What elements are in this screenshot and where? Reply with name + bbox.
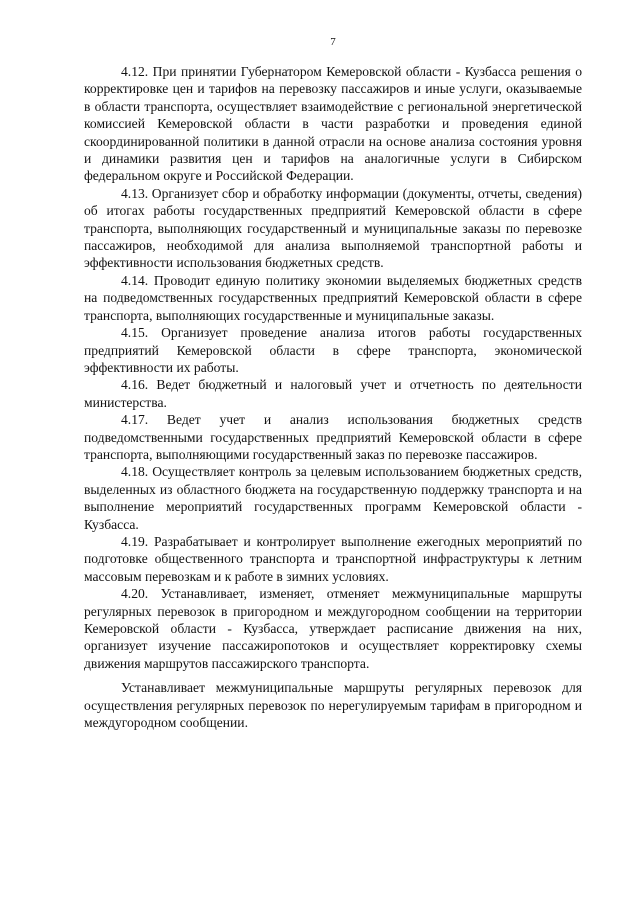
paragraph-4-20: 4.20. Устанавливает, изменяет, отменяет межмуниципальные маршруты регулярных перевозок в пригородном и междугородном сообщении на территории Кемеровской области - Кузбасса, утверждает расписание движения на них, организует изучение пассажиропотоков и осуществляет корректировку схемы движения маршрутов пассажирского транспорта. — [84, 586, 582, 671]
paragraph-4-15: 4.15. Организует проведение анализа итогов работы государственных предприятий Кемеровской области в сфере транспорта, экономической эффективности их работы. — [84, 325, 582, 375]
paragraph-routes: Устанавливает межмуниципальные маршруты регулярных перевозок для осуществления регулярных перевозок по нерегулируемым тарифам в пригородном и междугородном сообщении. — [84, 680, 582, 731]
paragraph-4-17: 4.17. Ведет учет и анализ использования бюджетных средств подведомственными государственных предприятий Кемеровской области в сфере транспорта, выполняющими государственный заказ по перевозке пассажиров. — [84, 412, 582, 462]
paragraph-4-19: 4.19. Разрабатывает и контролирует выполнение ежегодных мероприятий по подготовке общественного транспорта и транспортной инфраструктуры к летним массовым перевозкам и к работе в зимних условиях. — [84, 533, 582, 584]
page-number: 7 — [330, 36, 336, 48]
paragraph-4-18: 4.18. Осуществляет контроль за целевым использованием бюджетных средств, выделенных из областного бюджета на государственную поддержку транспорта и на выполнение мероприятий государственных программ Кемеровской области - Кузбасса. — [84, 464, 582, 532]
paragraph-4-13: 4.13. Организует сбор и обработку информации (документы, отчеты, сведения) об итогах работы государственных предприятий Кемеровской области в сфере транспорта, выполняющих государственный и муниципальные заказы по перевозке пассажиров, необходимой для анализа выполняемой транспортной работы и эффективности использования бюджетных средств. — [84, 185, 582, 271]
paragraph-4-16: 4.16. Ведет бюджетный и налоговый учет и отчетность по деятельности министерства. — [84, 377, 582, 410]
paragraph-4-12: 4.12. При принятии Губернатором Кемеровской области - Кузбасса решения о корректировке цен и тарифов на перевозку пассажиров и иные услуги, оказываемые в области транспорта, осуществляет взаимодействие с региональной энергетической комиссией Кемеровской области в части разработки и проведения единой скоординированной политики в данной отрасли на основе анализа состояния уровня и динамики развития цен и тарифов на аналогичные услуги в Сибирском федеральном округе и Российской Федерации. — [84, 64, 582, 184]
document-page — [84, 36, 582, 731]
paragraph-4-14: 4.14. Проводит единую политику экономии выделяемых бюджетных средств на подведомственных государственных предприятий Кемеровской области в сфере транспорта, выполняющих государственные и муниципальные заказы. — [84, 272, 582, 323]
